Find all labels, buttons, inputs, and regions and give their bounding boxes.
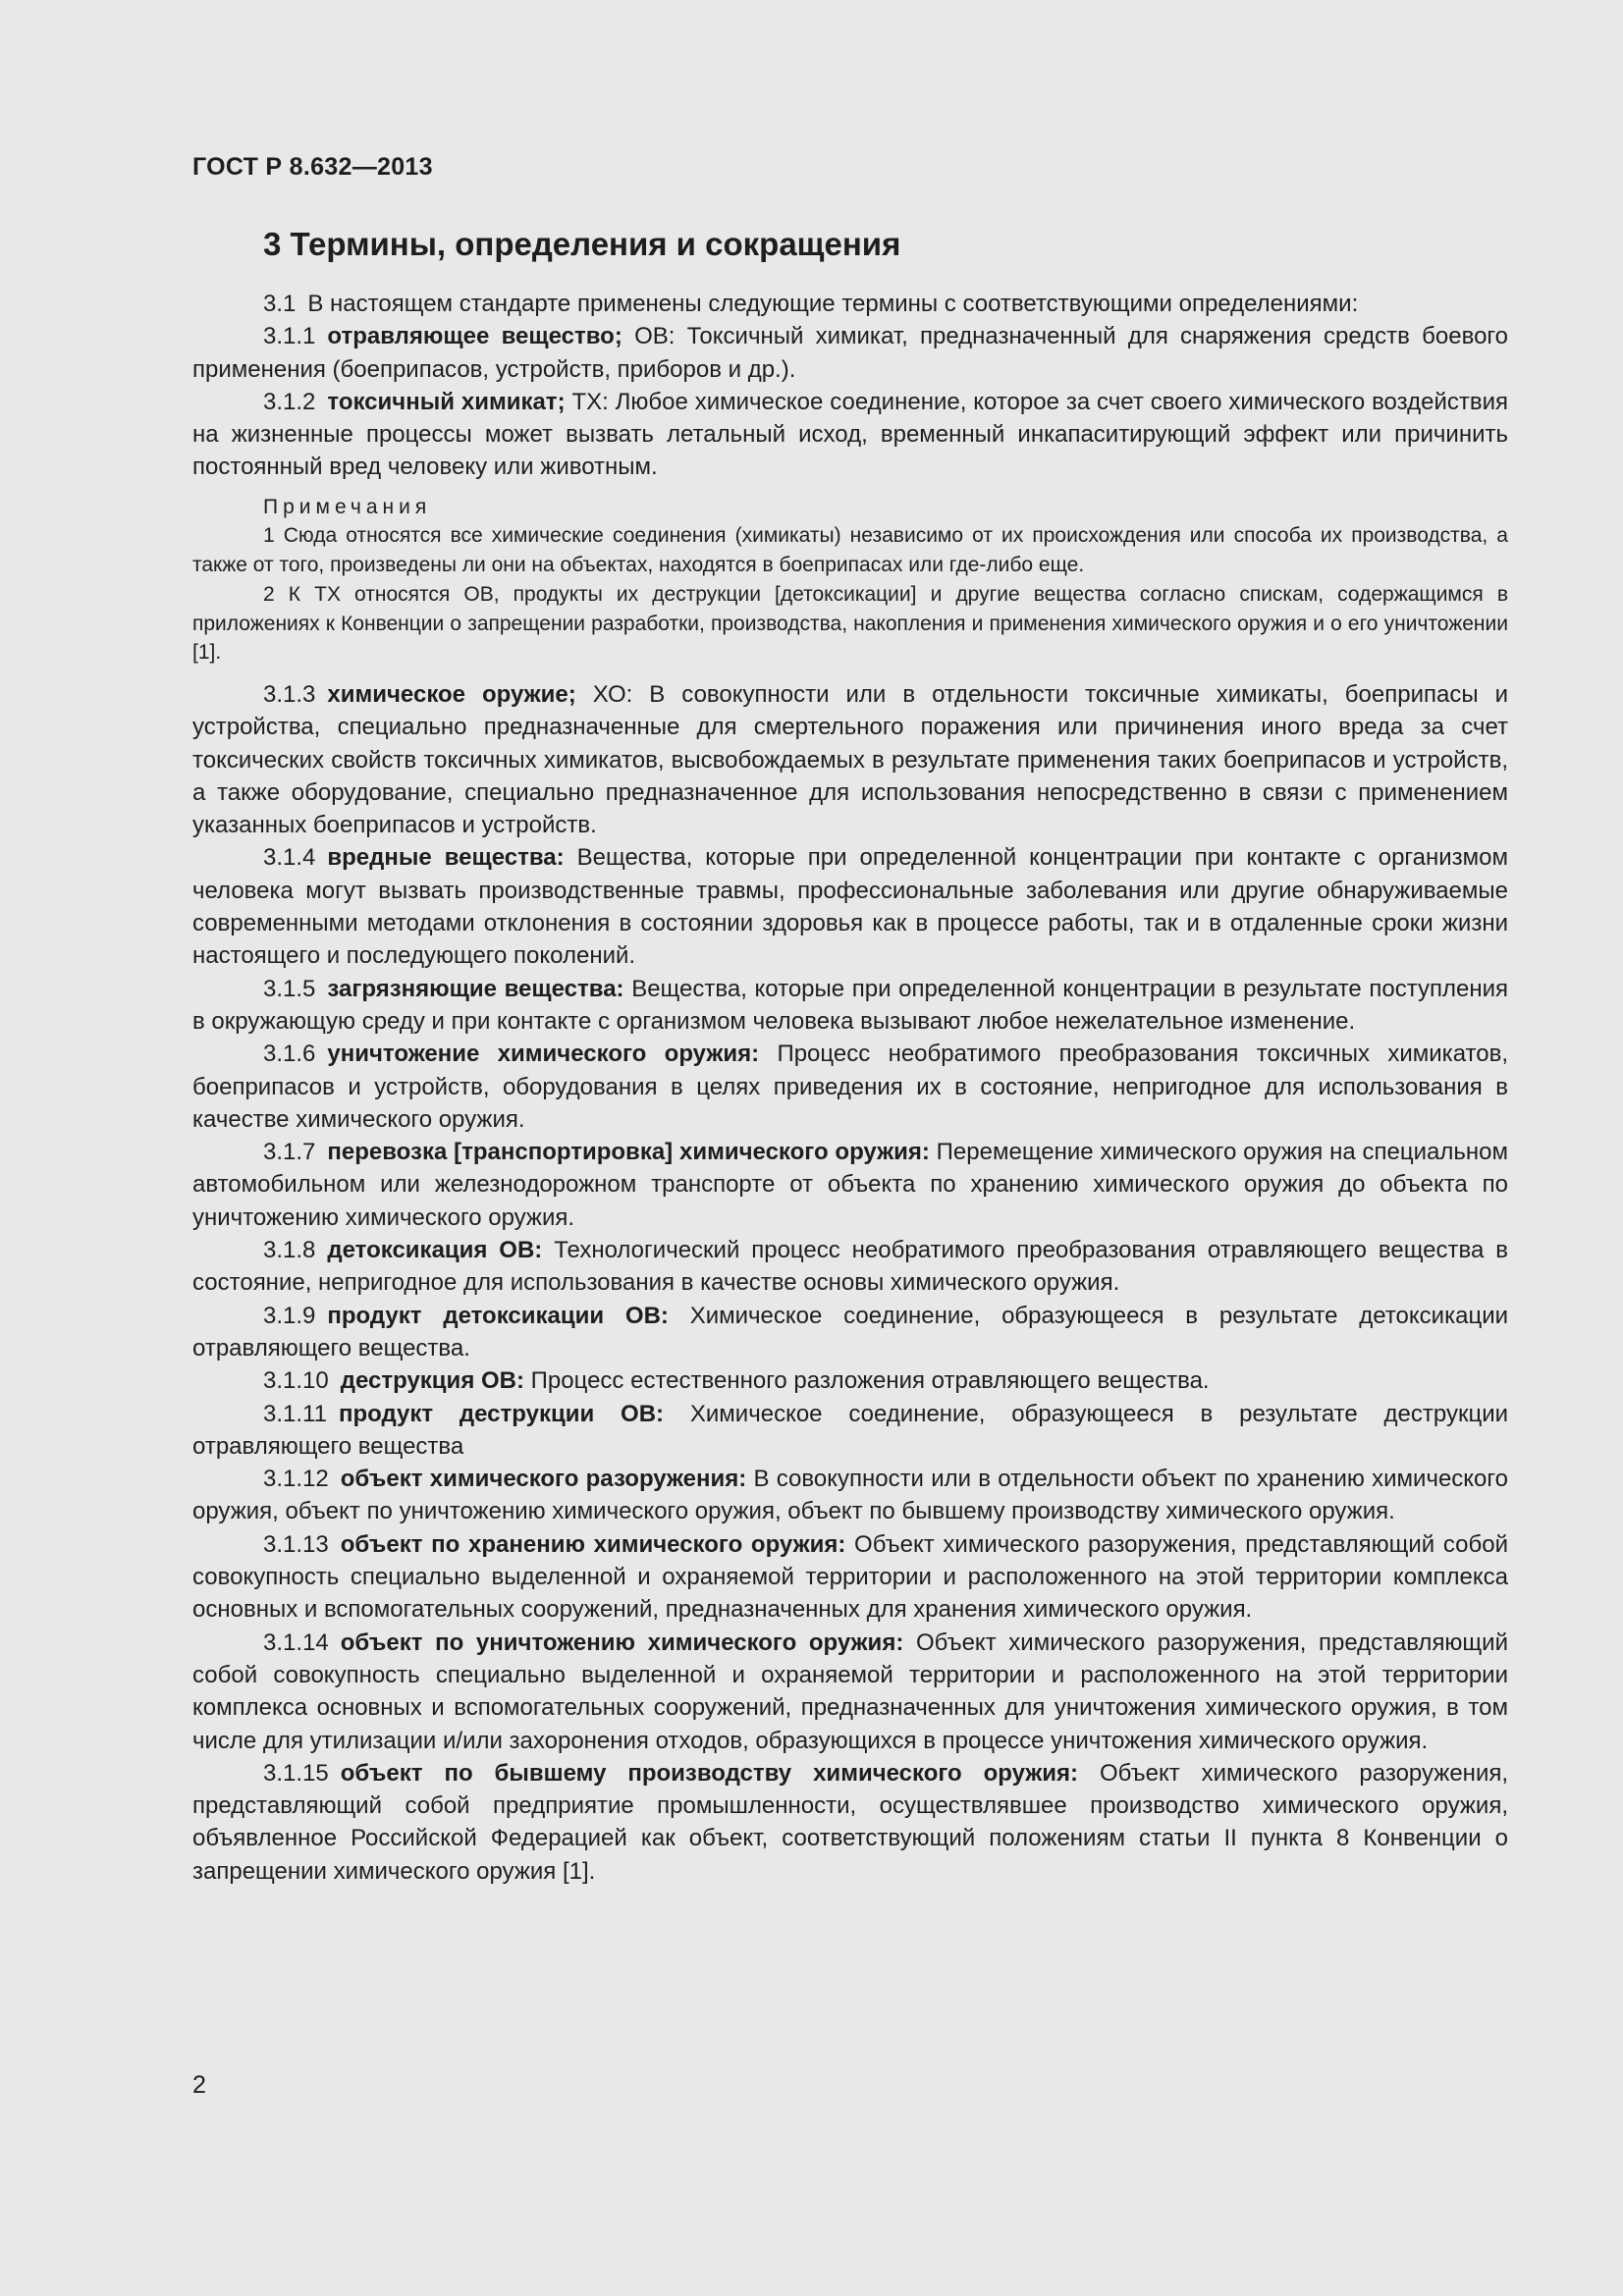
term-name: уничтожение химического оружия:	[327, 1041, 760, 1068]
term-entry	[192, 973, 1508, 1039]
term-name: токсичный химикат;	[327, 388, 566, 415]
term-entry	[192, 1463, 1508, 1528]
term-entry	[192, 1627, 1508, 1757]
term-entry	[192, 1038, 1508, 1136]
note-item: 1 Сюда относятся все химические соединения (химикаты) независимо от их происхождения или способа их производства, а также от того, произведены ли они на объектах, находятся в боеприпасах или где-либо еще.	[192, 524, 1508, 577]
term-entry	[192, 1136, 1508, 1234]
term-entry	[192, 386, 1508, 484]
term-entry	[192, 1234, 1508, 1300]
clause-number: 3.1.7	[263, 1139, 316, 1166]
clause-number: 3.1.14	[263, 1629, 329, 1656]
term-name: вредные вещества:	[327, 844, 565, 872]
term-definition: Вещества, которые при определенной концентрации при контакте с организмом человека могут вызвать производственные травмы, профессиональные заболевания или другие обнаруживаемые современными методами отклонения в состоянии здоровья как в процессе работы, так и в отдаленные сроки жизни настоящего и последующего поколений.	[192, 844, 1509, 970]
page-number: 2	[192, 2071, 206, 2099]
term-definition: Химическое соединение, образующееся в результате детоксикации отравляющего вещества.	[192, 1302, 1509, 1362]
term-definition: Перемещение химического оружия на специальном автомобильном или железнодорожном транспорте от объекта по хранению химического оружия до объекта по уничтожению химического оружия.	[192, 1139, 1508, 1231]
term-entry	[192, 1528, 1508, 1627]
term-name: химическое оружие;	[327, 681, 576, 708]
term-definition: Процесс естественного разложения отравляющего вещества.	[530, 1367, 1210, 1395]
term-entry	[192, 841, 1508, 972]
term-definition: ХО: В совокупности или в отдельности токсичные химикаты, боеприпасы и устройства, специально предназначенные для смертельного поражения или причинения иного вреда за счет токсических свойств токсичных химикатов, высвобождаемых в результате применения таких боеприпасов и устройств, а также оборудование, специально предназначенное для использования непосредственно в связи с применением указанных боеприпасов и устройств.	[192, 681, 1508, 839]
term-name: деструкция ОВ:	[340, 1367, 524, 1395]
term-name: продукт деструкции ОВ:	[338, 1400, 665, 1427]
term-definition: Химическое соединение, образующееся в результате деструкции отравляющего вещества	[192, 1400, 1509, 1460]
term-definition: Вещества, которые при определенной концентрации в результате поступления в окружающую среду и при контакте с организмом человека вызывают любое нежелательное изменение.	[192, 975, 1509, 1035]
clause-number: 3.1.6	[263, 1041, 316, 1068]
term-entry	[192, 1757, 1508, 1888]
note-item: 2 К ТХ относятся ОВ, продукты их деструкции [детоксикации] и другие вещества согласно спискам, содержащимся в приложениях к Конвенции о запрещении разработки, производства, накопления и применения химического оружия и о его уничтожении [1].	[192, 582, 1508, 665]
clause-number: 3.1.12	[263, 1466, 329, 1493]
term-definition: Технологический процесс необратимого преобразования отравляющего вещества в состояние, непригодное для использования в качестве основы химического оружия.	[192, 1237, 1508, 1297]
clause-number: 3.1.5	[263, 975, 316, 1002]
term-name: загрязняющие вещества:	[327, 975, 624, 1002]
term-name: объект по хранению химического оружия:	[340, 1530, 846, 1558]
clause-number: 3.1.10	[263, 1367, 329, 1395]
clause-number: 3.1.3	[263, 681, 316, 708]
term-definition: Объект химического разоружения, представляющий собой предприятие промышленности, осуществлявшее производство химического оружия, объявленное Российской Федерацией как объект, соответствующий положениям статьи II пункта 8 Конвенции о запрещении химического оружия [1].	[192, 1759, 1509, 1885]
term-definition: Процесс необратимого преобразования токсичных химикатов, боеприпасов и устройств, оборудования в целях приведения их в состояние, непригодное для использования в качестве химического оружия.	[192, 1041, 1508, 1133]
clause-number: 3.1.2	[263, 388, 316, 415]
term-entry	[192, 1300, 1508, 1365]
term-definition: Объект химического разоружения, представляющий собой совокупность специально выделенной и охраняемой территории и расположенного на этой территории комплекса основных и вспомогательных сооружений, предназначенных для уничтожения химического оружия, в том числе для утилизации и/или захоронения отходов, образующихся в процессе уничтожения химического оружия.	[192, 1629, 1508, 1754]
clause-number: 3.1.11	[263, 1400, 327, 1427]
clause-number: 3.1.1	[263, 323, 316, 350]
clause-number: 3.1	[263, 291, 297, 317]
notes-heading: Примечания	[263, 495, 432, 518]
document-body	[192, 288, 1508, 1888]
term-definition: ТХ: Любое химическое соединение, которое за счет своего химического воздействия на жизненные процессы может вызвать летальный исход, временный инкапаситирующий эффект или причинить постоянный вред человеку или животным.	[192, 388, 1509, 481]
clause-number: 3.1.9	[263, 1302, 316, 1329]
clause-number: 3.1.8	[263, 1237, 316, 1264]
term-name: перевозка [транспортировка] химического оружия:	[327, 1139, 930, 1166]
term-entry	[192, 678, 1508, 841]
term-name: продукт детоксикации ОВ:	[327, 1302, 669, 1329]
term-name: детоксикация ОВ:	[327, 1237, 543, 1264]
term-definition: Объект химического разоружения, представляющий собой совокупность специально выделенной и охраняемой территории и расположенного на этой территории комплекса основных и вспомогательных сооружений, предназначенных для хранения химического оружия.	[192, 1530, 1509, 1624]
clause-number: 3.1.4	[263, 844, 316, 872]
term-entry	[192, 320, 1508, 386]
term-name: объект по бывшему производству химического оружия:	[340, 1759, 1079, 1787]
term-name: отравляющее вещество;	[327, 323, 622, 350]
intro-paragraph	[192, 288, 1508, 320]
clause-number: 3.1.13	[263, 1530, 329, 1558]
document-header: ГОСТ Р 8.632—2013	[192, 153, 433, 181]
term-entry	[192, 1364, 1508, 1397]
intro-text: В настоящем стандарте применены следующие термины с соответствующими определениями:	[307, 291, 1359, 317]
section-title: 3 Термины, определения и сокращения	[263, 226, 901, 262]
notes-block	[192, 493, 1508, 667]
term-name: объект химического разоружения:	[340, 1466, 747, 1493]
term-definition: В совокупности или в отдельности объект по хранению химического оружия, объект по уничтожению химического оружия, объект по бывшему производству химического оружия.	[192, 1466, 1508, 1525]
term-definition: ОВ: Токсичный химикат, предназначенный для снаряжения средств боевого применения (боеприпасов, устройств, приборов и др.).	[192, 323, 1508, 383]
clause-number: 3.1.15	[263, 1759, 329, 1787]
term-entry	[192, 1398, 1508, 1464]
term-name: объект по уничтожению химического оружия:	[340, 1629, 904, 1656]
